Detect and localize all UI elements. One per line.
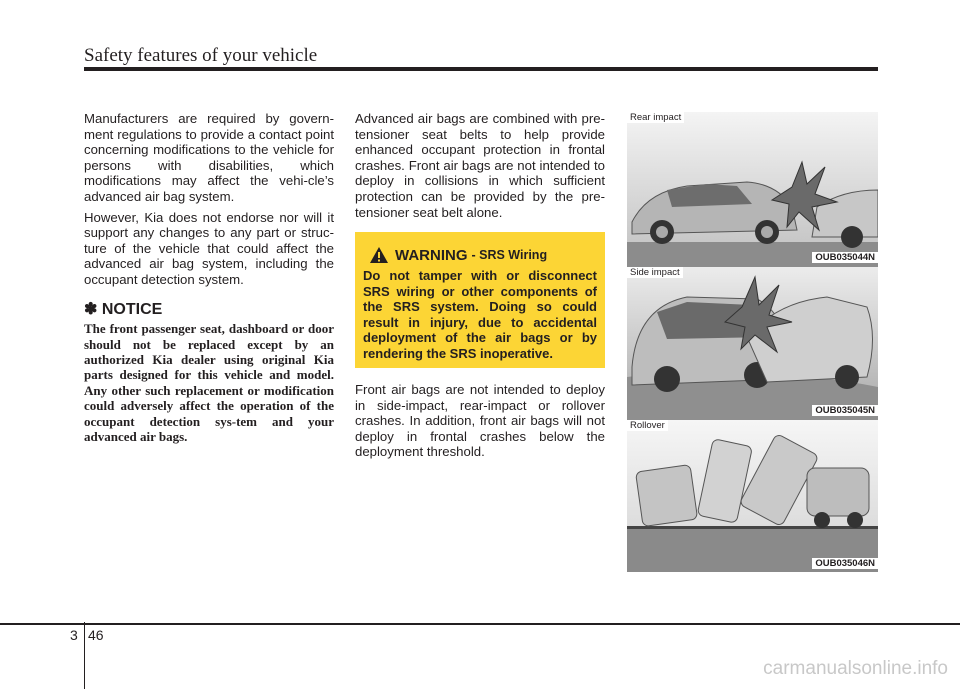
- figure-rear-impact: [627, 112, 878, 267]
- warning-title-row: [369, 246, 597, 264]
- warning-subtitle: - SRS Wiring: [471, 248, 548, 262]
- figure-side-impact: [627, 267, 878, 420]
- footer-divider: [84, 622, 85, 689]
- warning-text: Do not tamper with or disconnect SRS wiring or other components of the SRS system. Doing so could result in injury, due to accidental deployment of the air bags or by rendering the SRS inoperative.: [363, 268, 597, 361]
- page-number: 46: [88, 627, 104, 643]
- warning-box: [355, 232, 605, 368]
- watermark: carmanualsonline.info: [763, 658, 948, 679]
- warning-title: WARNING: [395, 246, 468, 264]
- rear-impact-illustration: [627, 112, 878, 267]
- chapter-number: 3: [70, 627, 78, 643]
- figure-label: Rollover: [627, 420, 668, 431]
- column-left: [84, 111, 334, 444]
- header-rule: [84, 67, 878, 71]
- paragraph: However, Kia does not endorse nor will it support any changes to any part or struc-ture of the vehicle that could affect the advanced air bag system, including the occupant detection system.: [84, 209, 334, 287]
- side-impact-illustration: [627, 267, 878, 420]
- figure-rollover: [627, 420, 878, 572]
- figure-label: Side impact: [627, 267, 683, 278]
- notice-body: The front passenger seat, dashboard or door should not be replaced except by an authorized Kia dealer using original Kia parts designed for this vehicle and model. Any other such replacement or modification could adversely affect the operation of the occupant detection sys-tem and your advanced air bags.: [84, 321, 334, 444]
- figure-label: Rear impact: [627, 112, 684, 123]
- paragraph: Advanced air bags are combined with pre-tensioner seat belts to help provide enhanced occupant protection in frontal crashes. Front air bags are not intended to deploy in collisions in which sufficient protection can be provided by the pre-tensioner seat belt alone.: [355, 111, 605, 220]
- paragraph: Front air bags are not intended to deploy in side-impact, rear-impact or rollover crashes. In addition, front air bags will not deploy in frontal crashes below the deployment threshold.: [355, 382, 605, 460]
- figure-code: OUB035044N: [812, 252, 878, 263]
- paragraph: Manufacturers are required by govern-ment regulations to provide a contact point concerning modifications to the vehicle for persons with disabilities, which modifications may affect the vehi-cle’s advanced air bag system.: [84, 111, 334, 204]
- figure-code: OUB035045N: [812, 405, 878, 416]
- notice-heading: ✽ NOTICE: [84, 300, 163, 318]
- figure-code: OUB035046N: [812, 558, 878, 569]
- warning-triangle-icon: [369, 246, 389, 264]
- footer-rule: [0, 623, 960, 625]
- page-header-title: Safety features of your vehicle: [84, 45, 318, 66]
- column-middle: [355, 111, 605, 225]
- rollover-illustration: [627, 420, 878, 572]
- column-middle-lower: [355, 382, 605, 465]
